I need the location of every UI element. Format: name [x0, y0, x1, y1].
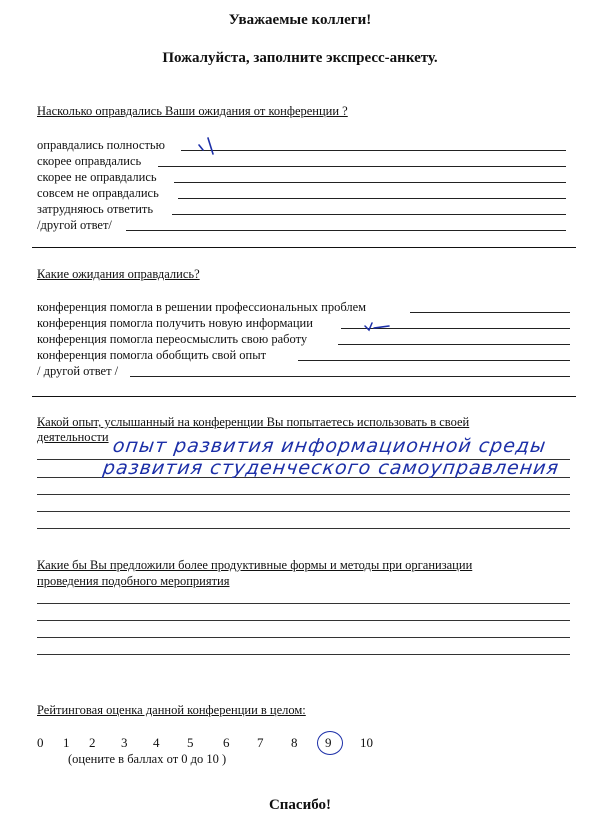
q3-answer-line[interactable]	[37, 511, 570, 512]
q4-question-line1: Какие бы Вы предложили более продуктивные формы и методы при организации	[37, 558, 473, 572]
form-instruction: Пожалуйста, заполните экспресс-анкету.	[162, 50, 438, 66]
q2-option-summarize: конференция помогла обобщить свой опыт	[37, 348, 267, 362]
thanks-text: Спасибо!	[268, 797, 332, 813]
q4-question-line2: проведения подобного мероприятия	[37, 574, 230, 588]
q1-answer-line-unsure[interactable]	[172, 214, 566, 215]
q1-answer-line-not-at-all[interactable]	[178, 198, 566, 199]
q1-answer-line-other[interactable]	[126, 230, 566, 231]
q2-answer-line-problems[interactable]	[410, 312, 570, 313]
q1-option-not-at-all: совсем не оправдались	[37, 186, 159, 200]
section-divider	[32, 247, 576, 248]
q1-question: Насколько оправдались Ваши ожидания от конференции ?	[37, 104, 348, 118]
q2-answer-line-rethink[interactable]	[338, 344, 570, 345]
q2-question: Какие ожидания оправдались?	[37, 267, 200, 281]
q4-answer-line[interactable]	[37, 654, 570, 655]
rating-option-9[interactable]: 9	[325, 735, 332, 750]
q1-answer-line-fully[interactable]	[181, 150, 566, 151]
q2-option-rethink: конференция помогла переосмыслить свою работу	[37, 332, 308, 346]
q1-option-other: /другой ответ/	[37, 218, 112, 232]
rating-option-10[interactable]: 10	[360, 735, 373, 750]
q2-answer-line-summarize[interactable]	[298, 360, 570, 361]
q1-option-unsure: затрудняюсь ответить	[37, 202, 154, 216]
q4-answer-line[interactable]	[37, 603, 570, 604]
rating-hint: (оцените в баллах от 0 до 10 )	[68, 752, 227, 766]
q1-answer-line-rather[interactable]	[158, 166, 566, 167]
q1-option-rather: скорее оправдались	[37, 154, 142, 168]
rating-option-6[interactable]: 6	[223, 735, 230, 750]
q4-answer-line[interactable]	[37, 637, 570, 638]
rating-selected-circle	[317, 731, 343, 755]
section-divider	[32, 396, 576, 397]
rating-option-2[interactable]: 2	[89, 735, 96, 750]
checkmark-icon	[362, 318, 392, 334]
q3-answer-line[interactable]	[37, 528, 570, 529]
rating-option-0[interactable]: 0	[37, 735, 44, 750]
q3-handwritten-answer-line1: опыт развития информационной среды	[111, 435, 548, 457]
q1-option-rather-not: скорее не оправдались	[37, 170, 157, 184]
q4-answer-line[interactable]	[37, 620, 570, 621]
rating-option-7[interactable]: 7	[257, 735, 264, 750]
rating-option-4[interactable]: 4	[153, 735, 160, 750]
rating-option-8[interactable]: 8	[291, 735, 298, 750]
q2-answer-line-other[interactable]	[130, 376, 570, 377]
q3-question-line2: деятельности	[37, 430, 109, 444]
q2-option-problems: конференция помогла в решении профессиональных проблем	[37, 300, 367, 314]
q3-handwritten-answer-line2: развития студенческого самоуправления	[101, 457, 561, 479]
checkmark-icon	[196, 135, 222, 157]
q1-answer-line-rather-not[interactable]	[174, 182, 566, 183]
q1-option-fully: оправдались полностью	[37, 138, 165, 152]
q3-question-line1: Какой опыт, услышанный на конференции Вы попытаетесь использовать в своей	[37, 415, 470, 429]
rating-option-5[interactable]: 5	[187, 735, 194, 750]
q2-option-other: / другой ответ /	[37, 364, 119, 378]
q3-answer-line[interactable]	[37, 494, 570, 495]
rating-option-3[interactable]: 3	[121, 735, 128, 750]
q2-option-new-info: конференция помогла получить новую информации	[37, 316, 313, 330]
rating-option-1[interactable]: 1	[63, 735, 70, 750]
rating-question: Рейтинговая оценка данной конференции в целом:	[37, 703, 306, 717]
form-greeting: Уважаемые коллеги!	[228, 12, 372, 28]
